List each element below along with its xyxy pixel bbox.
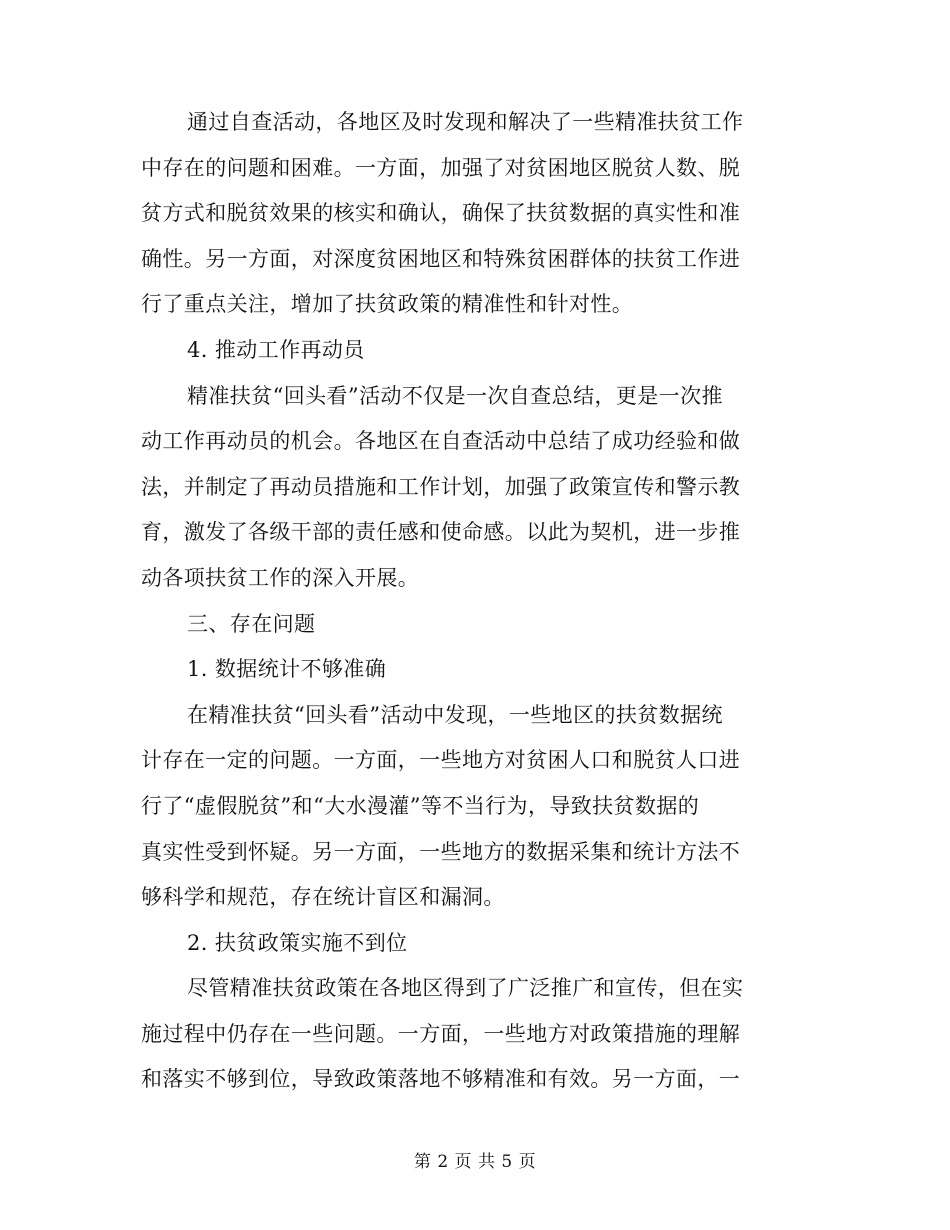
paragraph-line: 动工作再动员的机会。各地区在自查活动中总结了成功经验和做	[141, 429, 741, 454]
paragraph-line: 行了“虚假脱贫”和“大水漫灌”等不当行为，导致扶贫数据的	[141, 793, 700, 818]
paragraph-line: 精准扶贫“回头看”活动不仅是一次自查总结，更是一次推	[187, 383, 723, 408]
section-heading: 2. 扶贫政策实施不到位	[187, 930, 408, 955]
paragraph-line: 法，并制定了再动员措施和工作计划，加强了政策宣传和警示教	[141, 474, 741, 499]
document-body	[141, 100, 801, 1103]
paragraph-line: 尽管精准扶贫政策在各地区得到了广泛推广和宣传，但在实	[187, 976, 744, 1001]
paragraph-line: 行了重点关注，增加了扶贫政策的精准性和针对性。	[141, 292, 634, 317]
section-heading: 1. 数据统计不够准确	[187, 657, 387, 682]
paragraph-line: 施过程中仍存在一些问题。一方面，一些地方对政策措施的理解	[141, 1021, 741, 1046]
paragraph-line: 育，激发了各级干部的责任感和使命感。以此为契机，进一步推	[141, 520, 741, 545]
paragraph-line: 通过自查活动，各地区及时发现和解决了一些精准扶贫工作	[187, 110, 744, 134]
paragraph-line: 动各项扶贫工作的深入开展。	[141, 565, 420, 590]
paragraph-line: 够科学和规范，存在统计盲区和漏洞。	[141, 885, 505, 910]
paragraph-line: 中存在的问题和困难。一方面，加强了对贫困地区脱贫人数、脱	[141, 155, 741, 180]
paragraph-line: 和落实不够到位，导致政策落地不够精准和有效。另一方面，一	[141, 1067, 741, 1092]
paragraph-line: 在精准扶贫“回头看”活动中发现，一些地区的扶贫数据统	[187, 702, 723, 727]
paragraph-line: 真实性受到怀疑。另一方面，一些地方的数据采集和统计方法不	[141, 839, 741, 864]
section-heading: 4. 推动工作再动员	[187, 337, 365, 362]
paragraph-line: 确性。另一方面，对深度贫困地区和特殊贫困群体的扶贫工作进	[141, 246, 741, 271]
paragraph-line: 贫方式和脱贫效果的核实和确认，确保了扶贫数据的真实性和准	[141, 201, 741, 226]
paragraph-line: 计存在一定的问题。一方面，一些地方对贫困人口和脱贫人口进	[141, 748, 741, 773]
page-number-footer: 第 2 页 共 5 页	[413, 1152, 537, 1172]
section-heading: 三、存在问题	[187, 611, 316, 636]
